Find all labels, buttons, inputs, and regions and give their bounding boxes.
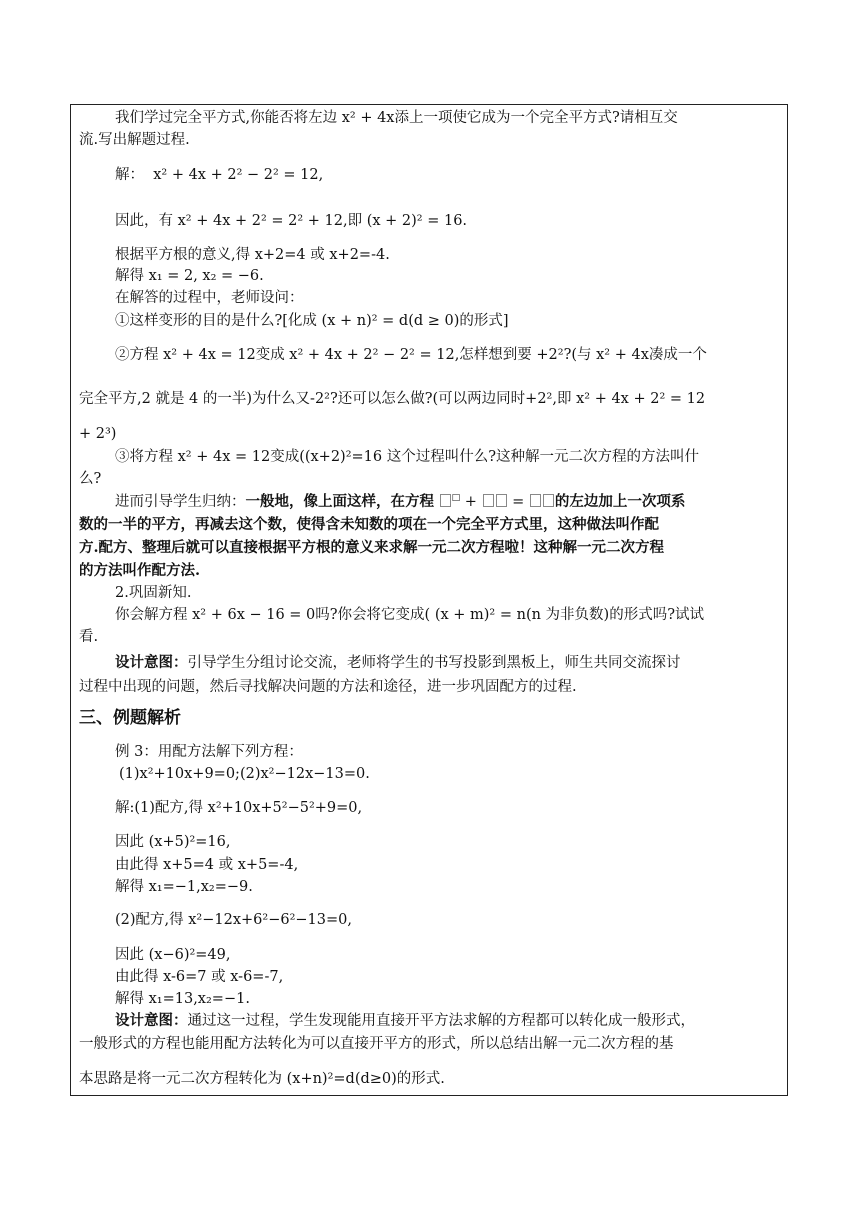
consolidate-heading: 2.巩固新知. xyxy=(115,585,192,601)
teacher-question-intro: 在解答的过程中，老师设问： xyxy=(115,290,304,306)
design-intent-2-text: 通过这一过程，学生发现能用直接开平方法求解的方程都可以转化成一般形式， xyxy=(187,1013,695,1029)
design-intent-label: 设计意图： xyxy=(115,654,188,671)
solution-line-4: 解得 x₁ = 2, x₂ = −6. xyxy=(115,268,264,284)
solution-line-3: 根据平方根的意义,得 x+2=4 或 x+2=-4. xyxy=(115,247,390,263)
summary-line-2: 数的一半的平方，再减去这个数，使得含未知数的项在一个完全平方式里，这种做法叫作配 xyxy=(79,516,659,533)
example-solution-2-line-3: 由此得 x-6=7 或 x-6=-7, xyxy=(115,969,284,985)
summary-line-1 xyxy=(115,492,685,512)
question-2-line-2: 完全平方,2 就是 4 的一半)为什么又-2²?还可以怎么做?(可以两边同时+2²,即 x² + 4x + 2² = 12 xyxy=(79,391,706,407)
design-intent-text: 引导学生分组讨论交流，老师将学生的书写投影到黑板上，师生共同交流探讨 xyxy=(187,655,681,671)
exercise-line-2: 看. xyxy=(79,629,99,645)
section-heading-examples: 三、例题解析 xyxy=(79,708,181,728)
lesson-table-cell xyxy=(70,104,788,1096)
example-solution-1-line-3: 由此得 x+5=4 或 x+5=-4, xyxy=(115,857,299,873)
example-solution-1-line-4: 解得 x₁=−1,x₂=−9. xyxy=(115,879,253,895)
summary-lead: 进而引导学生归纳： xyxy=(115,494,246,510)
summary-bold-2: 的左边加上一次项系 xyxy=(554,493,686,510)
summary-line-3: 方.配方、整理后就可以直接根据平方根的意义来求解一元二次方程啦！这种解一元二次方程 xyxy=(79,539,665,556)
solution-equation-1: x² + 4x + 2² − 2² = 12, xyxy=(153,167,324,183)
design-intent-2-label: 设计意图： xyxy=(115,1012,188,1029)
example-solution-1-line-1: 解:(1)配方,得 x²+10x+5²−5²+9=0, xyxy=(115,800,363,816)
intro-paragraph-line-2: 流.写出解题过程. xyxy=(79,132,190,148)
solution-label: 解： xyxy=(115,167,144,183)
question-2-line-3: + 2³) xyxy=(79,426,117,442)
intro-paragraph-line-1: 我们学过完全平方式,你能否将左边 x² + 4x添上一项使它成为一个完全平方式?请相互交 xyxy=(115,110,678,126)
example-solution-2-line-2: 因此 (x−6)²=49, xyxy=(115,947,231,963)
question-3-line-2: 么? xyxy=(79,471,102,487)
example-solution-2-line-1: (2)配方,得 x²−12x+6²−6²−13=0, xyxy=(115,912,352,928)
example-solution-1-line-2: 因此 (x+5)²=16, xyxy=(115,834,231,850)
summary-line-4: 的方法叫作配方法. xyxy=(79,562,201,579)
placeholder-equation-icon: □ + = xyxy=(439,494,555,510)
design-intent-1-line-1 xyxy=(115,653,681,673)
example-title: 例 3：用配方法解下列方程： xyxy=(115,744,303,760)
question-1: ①这样变形的目的是什么?[化成 (x + n)² = d(d ≥ 0)的形式] xyxy=(115,313,509,329)
design-intent-2-line-1 xyxy=(115,1011,695,1031)
example-equations: (1)x²+10x+9=0;(2)x²−12x−13=0. xyxy=(119,766,370,782)
example-solution-2-line-4: 解得 x₁=13,x₂=−1. xyxy=(115,991,250,1007)
design-intent-2-line-3: 本思路是将一元二次方程转化为 (x+n)²=d(d≥0)的形式. xyxy=(79,1071,445,1087)
solution-line-1 xyxy=(115,165,323,185)
question-2-line-1: ②方程 x² + 4x = 12变成 x² + 4x + 2² − 2² = 12,怎样想到要 +2²?(与 x² + 4x凑成一个 xyxy=(115,347,707,363)
design-intent-2-line-2: 一般形式的方程也能用配方法转化为可以直接开平方的形式，所以总结出解一元二次方程的基 xyxy=(79,1036,674,1052)
exercise-line-1: 你会解方程 x² + 6x − 16 = 0吗?你会将它变成( (x + m)² = n(n 为非负数)的形式吗?试试 xyxy=(115,607,704,623)
summary-bold-1: 一般地，像上面这样，在方程 xyxy=(245,493,434,510)
question-3-line-1: ③将方程 x² + 4x = 12变成((x+2)²=16 这个过程叫什么?这种解一元二次方程的方法叫什 xyxy=(115,449,700,465)
design-intent-1-line-2: 过程中出现的问题，然后寻找解决问题的方法和途径，进一步巩固配方的过程. xyxy=(79,679,577,695)
solution-line-2: 因此，有 x² + 4x + 2² = 2² + 12,即 (x + 2)² = 16. xyxy=(115,213,468,229)
